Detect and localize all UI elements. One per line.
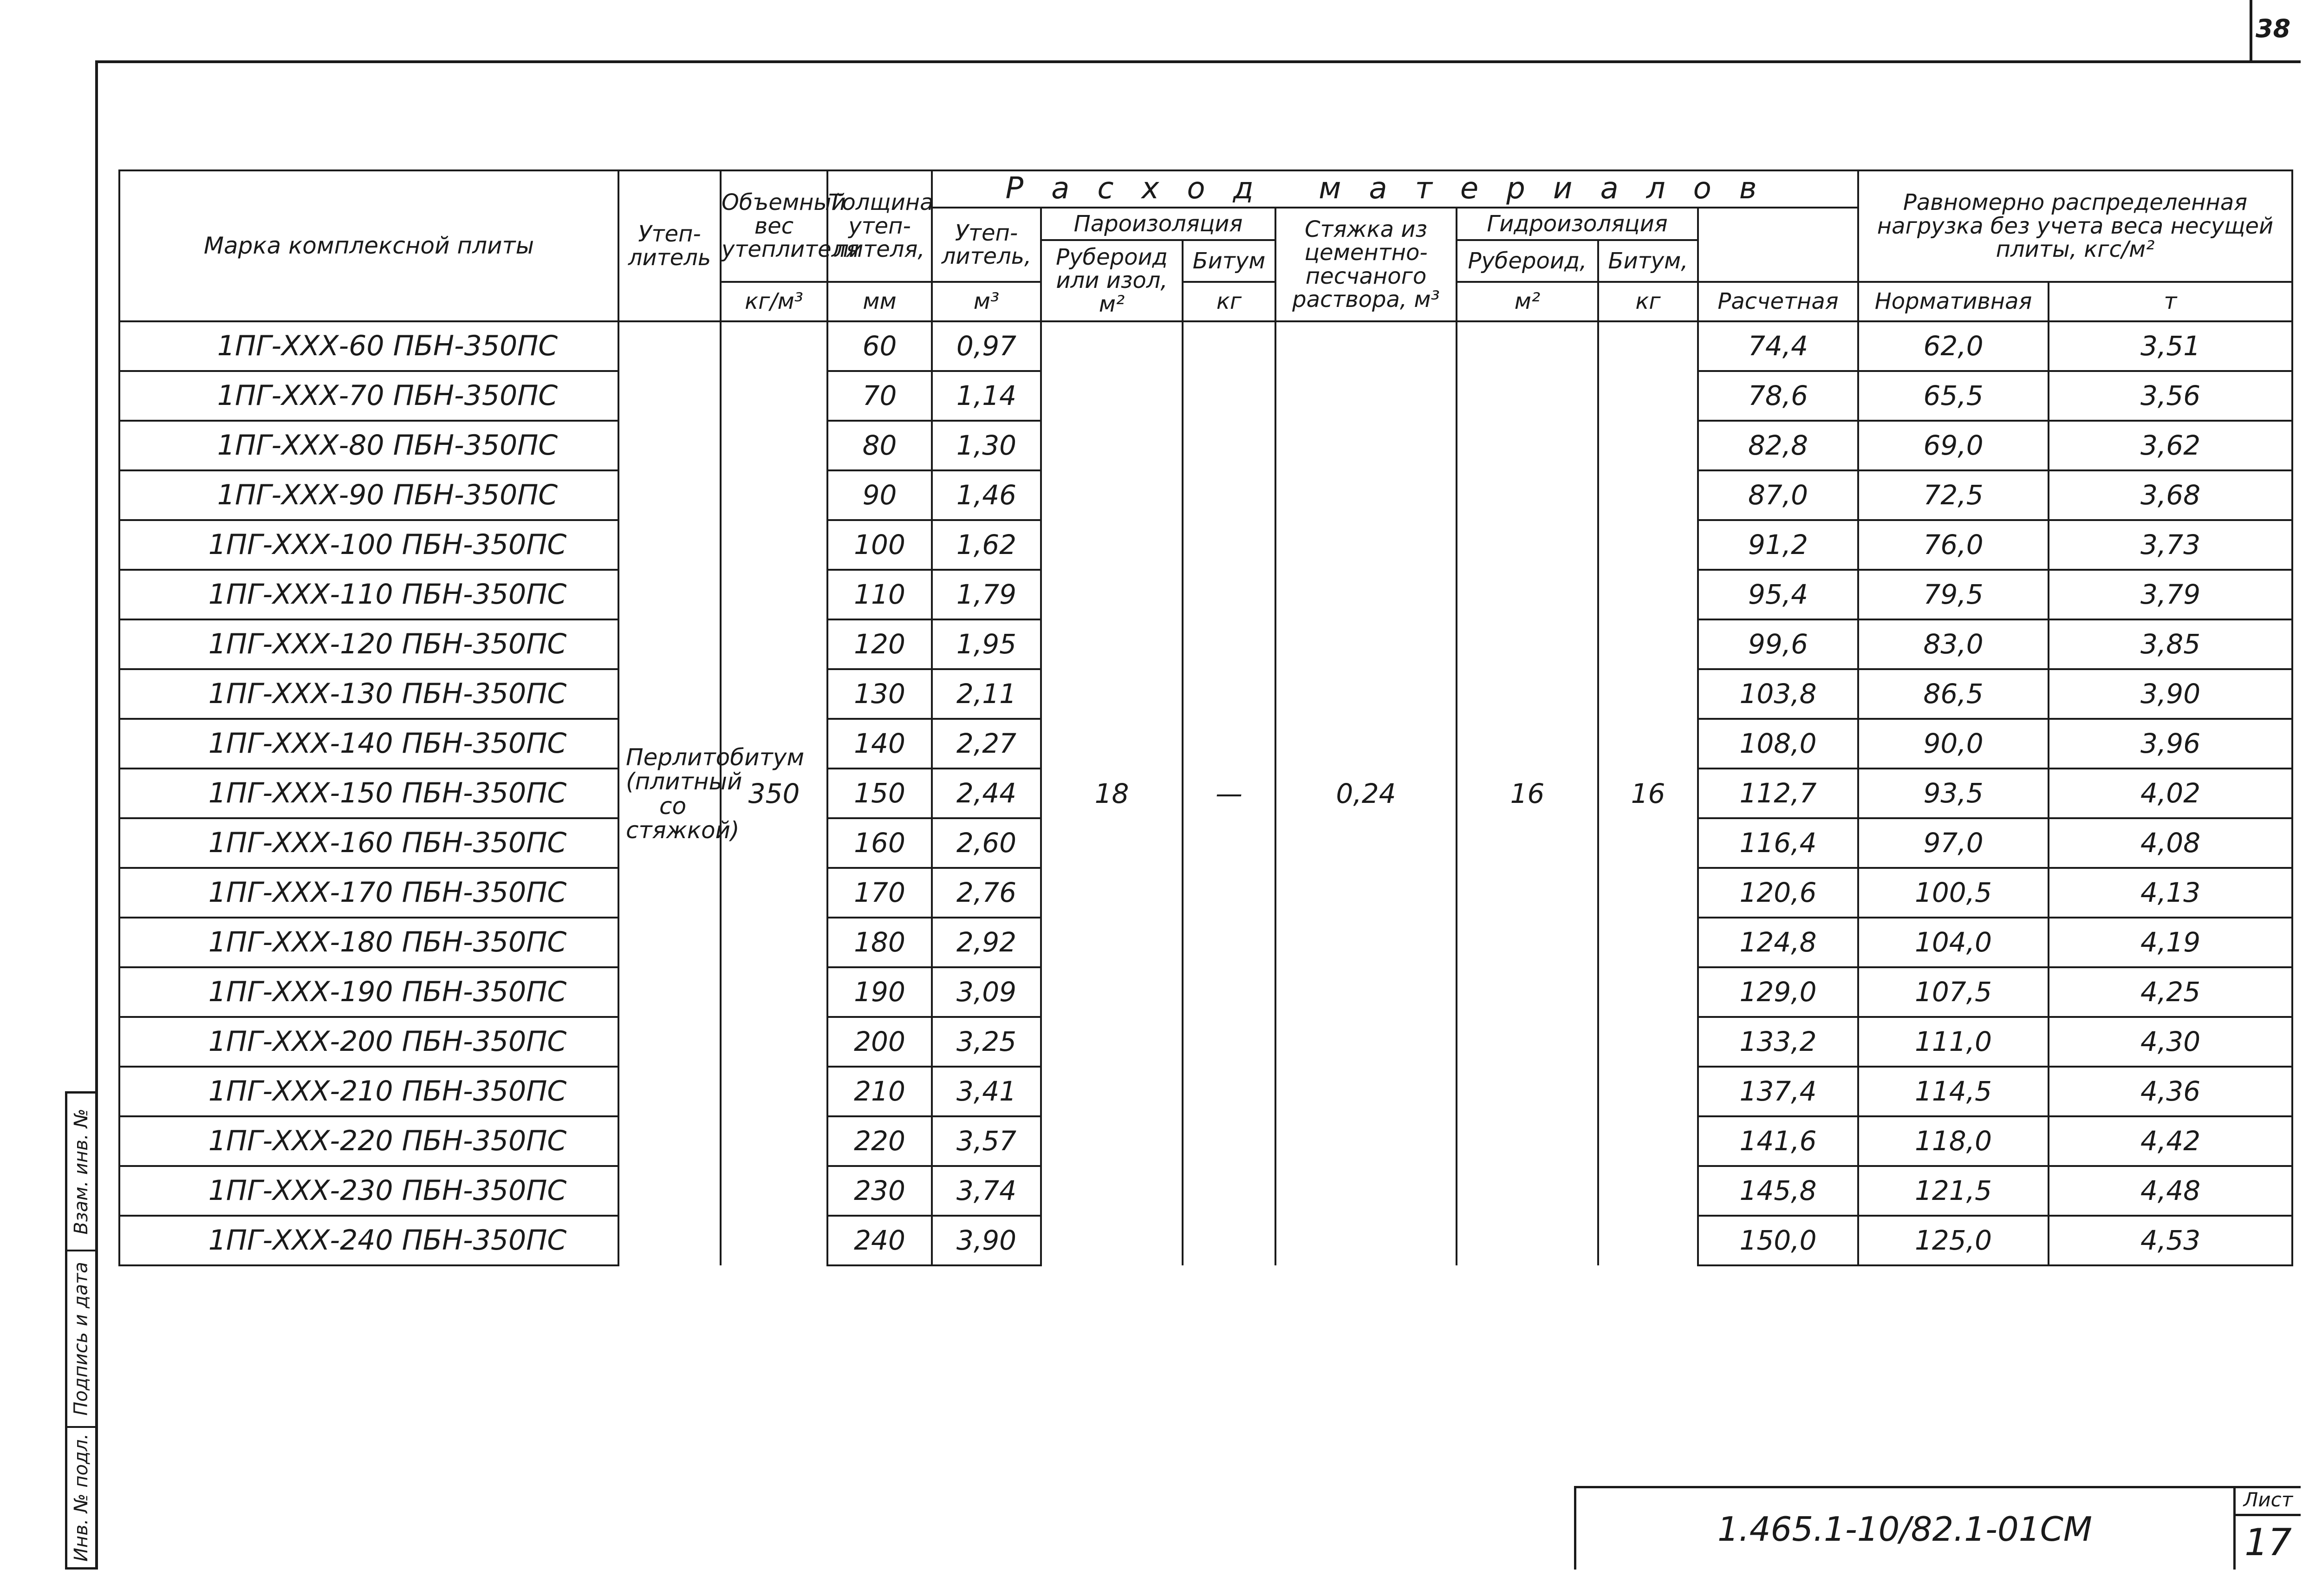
row-thickness: 170 [827, 868, 932, 918]
row-mass: 4,02 [2049, 769, 2292, 818]
row-load-calc: 116,4 [1698, 818, 1858, 868]
row-insulation-volume: 2,76 [932, 868, 1041, 918]
row-mark: 1ПГ-ХХХ-140 ПБН-350ПС [119, 719, 618, 769]
row-mark: 1ПГ-ХХХ-160 ПБН-350ПС [119, 818, 618, 868]
row-insulation-volume: 0,97 [932, 321, 1041, 371]
row-insulation-volume: 1,62 [932, 520, 1041, 570]
row-mark: 1ПГ-ХХХ-100 ПБН-350ПС [119, 520, 618, 570]
row-mass: 4,19 [2049, 918, 2292, 967]
cell-vapor-bitumen: — [1183, 321, 1275, 1265]
row-insulation-volume: 1,46 [932, 470, 1041, 520]
row-mass: 3,56 [2049, 371, 2292, 421]
header-load-calc: Расчетная [1698, 282, 1858, 321]
row-mass: 4,53 [2049, 1216, 2292, 1265]
row-thickness: 220 [827, 1116, 932, 1166]
row-insulation-volume: 3,74 [932, 1166, 1041, 1216]
row-mark: 1ПГ-ХХХ-110 ПБН-350ПС [119, 570, 618, 619]
row-mass: 4,30 [2049, 1017, 2292, 1067]
row-load-calc: 120,6 [1698, 868, 1858, 918]
row-load-norm: 100,5 [1858, 868, 2049, 918]
row-load-norm: 118,0 [1858, 1116, 2049, 1166]
sheet-number-box [2233, 1486, 2301, 1570]
row-mass: 4,08 [2049, 818, 2292, 868]
cell-vapor-roofing: 18 [1041, 321, 1183, 1265]
row-mark: 1ПГ-ХХХ-190 ПБН-350ПС [119, 967, 618, 1017]
header-hydro-bitumen: Битум, [1598, 240, 1698, 282]
row-mark: 1ПГ-ХХХ-70 ПБН-350ПС [119, 371, 618, 421]
row-mark: 1ПГ-ХХХ-180 ПБН-350ПС [119, 918, 618, 967]
row-insulation-volume: 3,09 [932, 967, 1041, 1017]
row-insulation-volume: 3,57 [932, 1116, 1041, 1166]
header-hydro-roof-unit: м² [1457, 282, 1598, 321]
row-insulation-volume: 1,14 [932, 371, 1041, 421]
header-ins-volume: Утеп- литель, [932, 208, 1041, 282]
row-insulation-volume: 2,60 [932, 818, 1041, 868]
title-block-designation: 1.465.1-10/82.1-01СМ [1574, 1486, 2233, 1570]
row-mass: 4,13 [2049, 868, 2292, 918]
row-thickness: 140 [827, 719, 932, 769]
row-mark: 1ПГ-ХХХ-60 ПБН-350ПС [119, 321, 618, 371]
row-thickness: 100 [827, 520, 932, 570]
row-load-calc: 78,6 [1698, 371, 1858, 421]
row-load-calc: 133,2 [1698, 1017, 1858, 1067]
row-mark: 1ПГ-ХХХ-200 ПБН-350ПС [119, 1017, 618, 1067]
header-hydro-bitumen-unit: кг [1598, 282, 1698, 321]
row-mark: 1ПГ-ХХХ-220 ПБН-350ПС [119, 1116, 618, 1166]
row-load-norm: 93,5 [1858, 769, 2049, 818]
row-load-calc: 145,8 [1698, 1166, 1858, 1216]
row-mass: 4,36 [2049, 1067, 2292, 1116]
side-approval-strip [65, 1091, 95, 1570]
header-consumption: Расход материалов [932, 170, 1858, 208]
header-vapor-bitumen-unit: кг [1183, 282, 1275, 321]
header-ins-volume-unit: м³ [932, 282, 1041, 321]
row-load-norm: 72,5 [1858, 470, 2049, 520]
row-load-norm: 107,5 [1858, 967, 2049, 1017]
row-insulation-volume: 1,30 [932, 421, 1041, 470]
row-load-norm: 83,0 [1858, 619, 2049, 669]
row-load-norm: 111,0 [1858, 1017, 2049, 1067]
header-vapor-bitumen: Битум [1183, 240, 1275, 282]
row-insulation-volume: 3,41 [932, 1067, 1041, 1116]
cell-hydro-bitumen: 16 [1598, 321, 1698, 1265]
row-load-calc: 74,4 [1698, 321, 1858, 371]
side-sign-cell: Подпись и дата [67, 1251, 95, 1428]
row-mark: 1ПГ-ХХХ-130 ПБН-350ПС [119, 669, 618, 719]
row-load-calc: 129,0 [1698, 967, 1858, 1017]
header-mark: Марка комплексной плиты [119, 170, 618, 321]
row-mass: 4,48 [2049, 1166, 2292, 1216]
row-mass: 3,96 [2049, 719, 2292, 769]
sheet-label: Лист [2236, 1488, 2301, 1516]
row-mark: 1ПГ-ХХХ-80 ПБН-350ПС [119, 421, 618, 470]
header-mass-unit: т [2049, 282, 2292, 321]
row-thickness: 60 [827, 321, 932, 371]
row-insulation-volume: 1,95 [932, 619, 1041, 669]
row-load-calc: 91,2 [1698, 520, 1858, 570]
side-inv-cell: Инв. № подл. [71, 1433, 92, 1562]
row-load-norm: 69,0 [1858, 421, 2049, 470]
header-hydro-roof: Рубероид, [1457, 240, 1598, 282]
table-row [119, 321, 2292, 371]
row-thickness: 130 [827, 669, 932, 719]
row-thickness: 240 [827, 1216, 932, 1265]
row-mark: 1ПГ-ХХХ-230 ПБН-350ПС [119, 1166, 618, 1216]
cell-density: 350 [721, 321, 827, 1265]
row-mass: 3,73 [2049, 520, 2292, 570]
side-replace-cell: Взам. инв. № [67, 1094, 95, 1251]
row-mass: 3,79 [2049, 570, 2292, 619]
row-mass: 3,68 [2049, 470, 2292, 520]
row-load-norm: 114,5 [1858, 1067, 2049, 1116]
row-load-calc: 137,4 [1698, 1067, 1858, 1116]
row-mark: 1ПГ-ХХХ-120 ПБН-350ПС [119, 619, 618, 669]
row-thickness: 90 [827, 470, 932, 520]
cell-insulation-material: Перлитобитум (плитный со стяжкой) [618, 321, 721, 1265]
row-load-norm: 62,0 [1858, 321, 2049, 371]
row-thickness: 120 [827, 619, 932, 669]
row-mass: 4,42 [2049, 1116, 2292, 1166]
row-thickness: 230 [827, 1166, 932, 1216]
row-insulation-volume: 1,79 [932, 570, 1041, 619]
row-load-norm: 86,5 [1858, 669, 2049, 719]
page-number: 38 [2256, 14, 2291, 43]
header-density: Объемный вес утеплителя [721, 170, 827, 282]
row-insulation-volume: 2,11 [932, 669, 1041, 719]
row-thickness: 190 [827, 967, 932, 1017]
row-load-calc: 103,8 [1698, 669, 1858, 719]
row-insulation-volume: 2,44 [932, 769, 1041, 818]
row-load-calc: 108,0 [1698, 719, 1858, 769]
row-insulation-volume: 2,92 [932, 918, 1041, 967]
row-load-norm: 76,0 [1858, 520, 2049, 570]
row-insulation-volume: 3,90 [932, 1216, 1041, 1265]
row-mass: 4,25 [2049, 967, 2292, 1017]
row-load-calc: 87,0 [1698, 470, 1858, 520]
row-load-norm: 104,0 [1858, 918, 2049, 967]
row-mark: 1ПГ-ХХХ-210 ПБН-350ПС [119, 1067, 618, 1116]
sheet-number: 17 [2244, 1521, 2292, 1564]
material-consumption-table [118, 169, 2293, 1266]
header-thickness: Толщина утеп- лителя, [827, 170, 932, 282]
cell-screed: 0,24 [1275, 321, 1457, 1265]
header-load: Равномерно распределенная нагрузка без учета веса несущей плиты, кгс/м² [1858, 170, 2292, 282]
row-thickness: 210 [827, 1067, 932, 1116]
row-load-norm: 97,0 [1858, 818, 2049, 868]
row-mass: 3,62 [2049, 421, 2292, 470]
row-load-norm: 121,5 [1858, 1166, 2049, 1216]
header-screed: Стяжка из цементно-песчаного раствора, м³ [1275, 208, 1457, 321]
row-thickness: 200 [827, 1017, 932, 1067]
row-insulation-volume: 3,25 [932, 1017, 1041, 1067]
row-thickness: 80 [827, 421, 932, 470]
row-load-norm: 90,0 [1858, 719, 2049, 769]
row-thickness: 70 [827, 371, 932, 421]
row-mark: 1ПГ-ХХХ-150 ПБН-350ПС [119, 769, 618, 818]
row-mark: 1ПГ-ХХХ-170 ПБН-350ПС [119, 868, 618, 918]
row-mass: 3,85 [2049, 619, 2292, 669]
row-insulation-volume: 2,27 [932, 719, 1041, 769]
header-vapor-roof: Рубероид или изол, м² [1041, 240, 1183, 321]
row-load-calc: 95,4 [1698, 570, 1858, 619]
row-load-calc: 124,8 [1698, 918, 1858, 967]
row-load-calc: 150,0 [1698, 1216, 1858, 1265]
row-mark: 1ПГ-ХХХ-90 ПБН-350ПС [119, 470, 618, 520]
header-insulation: Утеп- литель [618, 170, 721, 321]
row-thickness: 150 [827, 769, 932, 818]
header-load-norm: Нормативная [1858, 282, 2049, 321]
row-load-norm: 125,0 [1858, 1216, 2049, 1265]
page-number-divider [2250, 0, 2252, 61]
row-load-norm: 79,5 [1858, 570, 2049, 619]
row-load-calc: 99,6 [1698, 619, 1858, 669]
row-thickness: 160 [827, 818, 932, 868]
row-load-calc: 82,8 [1698, 421, 1858, 470]
cell-hydro-roofing: 16 [1457, 321, 1598, 1265]
header-thickness-unit: мм [827, 282, 932, 321]
row-load-calc: 141,6 [1698, 1116, 1858, 1166]
row-thickness: 110 [827, 570, 932, 619]
row-thickness: 180 [827, 918, 932, 967]
row-load-norm: 65,5 [1858, 371, 2049, 421]
header-hydro: Гидроизоляция [1457, 208, 1698, 240]
header-vapor: Пароизоляция [1041, 208, 1275, 240]
header-density-unit: кг/м³ [721, 282, 827, 321]
row-mass: 3,90 [2049, 669, 2292, 719]
row-mass: 3,51 [2049, 321, 2292, 371]
row-load-calc: 112,7 [1698, 769, 1858, 818]
row-mark: 1ПГ-ХХХ-240 ПБН-350ПС [119, 1216, 618, 1265]
